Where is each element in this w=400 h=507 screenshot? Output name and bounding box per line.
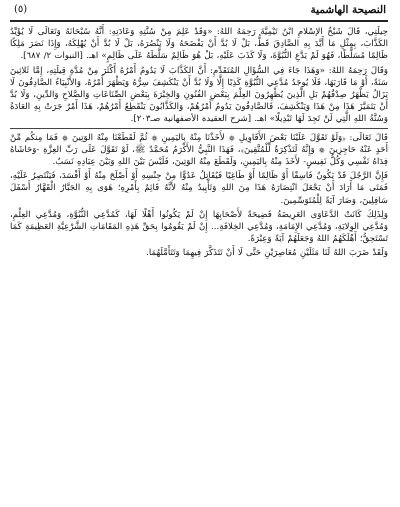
paragraph-6: وَلَقَدْ ضَرَبَ اللهُ لَنَا مَثَلَيْنِ مُعَاصِرَيْنِ حَتَّى لَا أَنْ تَتَذَكَّرَ فِيهِمَا وَتَتَأَمَّلَهُمَا. — [146, 248, 388, 259]
section-divider — [10, 128, 388, 129]
paragraph-2: وَقَالَ رَحِمَهُ اللهُ: «وَهَذَا جَاءَ فِي السُّؤَالِ المُتَقَدِّمِ: أَنَّ الكَذَّابَ لَا يَدُومُ أَمْرُهُ أَكْثَرَ مِنْ مُدَّةِ قِيلَتِهِ، إِمَّا ثَلاثِينَ سَنَةً، أَوْ مَا قَارَبَهَا، فَلَا يُوجَدُ مُدَّعِي النُّبُوَّةِ كَذِبًا إِلَّا وَلَا بُدَّ أَنْ يَنْكَشِفَ سِرُّهُ وَيَظْهَرَ أَمْرُهُ، وَالأَنْبِيَاءُ الصَّادِقُونَ لَا يَزَالُ يَظْهَرُ صِدْقُهُمْ بَلِ الَّذِينَ يُظْهِرُونَ العِلْمَ بِبَعْضِ الفُنُونِ وَالخِبْرَةَ بِبَعْضِ الصِّنَاعَاتِ وَالصَّلاحِ وَالدِّينِ، وَلَا بُدَّ أَنْ يَتَمَيَّزَ هَذَا مِنْ هَذَا وَيَنْكَشِفَ، فَالصَّادِقُونَ يَدُومُ أَمْرُهُمْ، وَالكَذَّابُونَ يَنْقَطِعُ أَمْرُهُمْ، هَذَا أَمْرٌ جَرَتْ بِهِ العَادَةُ وَسُنَّةُ اللهِ الَّتِي لَنْ تَجِدَ لَهَا تَبْدِيلًا» اهـ. [شرح العقيدة الأصفهانية صـ٢٠٣]. — [10, 65, 388, 125]
page-number: (٥) — [14, 4, 28, 15]
running-title: النصيحة الهاشمية — [310, 4, 386, 16]
document-page — [10, 4, 388, 499]
paragraph-3-quran: قَالَ تَعَالَى: ﴿وَلَوْ تَقَوَّلَ عَلَيْنَا بَعْضَ الأَقَاوِيلِ ۞ لأَخَذْنَا مِنْهُ بِاليَمِينِ ۞ ثُمَّ لَقَطَعْنَا مِنْهُ الوَتِينَ ۞ فَمَا مِنكُم مِّنْ أَحَدٍ عَنْهُ حَاجِزِينَ ۞ وَإِنَّهُ لَتَذْكِرَةٌ لِّلْمُتَّقِينَ﴾، فَهَذَا النَّبِيُّ الأَكْرَمُ مُحَمَّدٌ ﷺ، لَوْ تَقَوَّلَ عَلَى رَبِّ العِزَّةِ -وَحَاشَاهُ فِدَاهُ نَفْسِي وَكُلُّ نَفِيسٍ- لأَخَذَ مِنْهُ بِاليَمِينِ، وَلَقَطَعَ مِنْهُ الوَتِينَ، فَلَيْسَ بَيْنَ اللهِ وَبَيْنَ عِبَادِهِ نَسَبٌ. — [10, 132, 388, 168]
paragraph-5: وَلِذَلِكَ كَانَتْ الدَّعَاوَى العَرِيضَةُ فَضِيحَةً لأَصْحَابِهَا إِنْ لَمْ يَكُونُوا أَهْلًا لَهَا، كَمُدَّعِي النُّبُوَّةِ، وَمُدَّعِي العِلْمِ، وَمُدَّعِي الوِلايَةِ، وَمُدَّعِي الإِمَامَةِ، وَمُدَّعِي الخِلافَةِ... إِنْ لَمْ يَقُومُوا بِحَقِّ هَذِهِ المَقَامَاتِ الشَّرْعِيَّةِ العَظِيمَةِ كَمَا تَسْتَحِقُّ؛ أَهْلَكَهُمُ اللهُ وَجَعَلَهُمْ آيَةً وَعِبْرَةً. — [10, 209, 388, 245]
paragraph-1: حِيلَتِي، قَالَ شَيْخُ الإسْلامِ ابْنُ تَيْمِيَّةَ رَحِمَهُ اللهُ: «وَقَدْ عَلِمَ مِنْ سُنَّتِهِ وَعَادَتِهِ: أَنَّهُ سُبْحَانَهُ وَتَعَالَى لَا يُؤَيِّدُ الكَذَّابَ، بِمِثْلِ مَا أَيَّدَ بِهِ الصَّادِقَ قَطُّ، بَلْ لَا بُدَّ أَنْ يَفْضَحَهُ وَلَا يَنْصُرَهُ، بَلْ لَا بُدَّ أَنْ يُهْلِكَهُ، وَإِذَا نَصَرَ مَلِكًا ظَالِمًا مُسَلَّطًا، فَهُوَ لَمْ يَدَّعِ النُّبُوَّةَ، وَلَا كَذَبَ عَلَيْهِ، بَلْ هُوَ ظَالِمٌ سَلَّطَهُ عَلَى ظَالِمٍ» اهـ. [النبوات ٢/ ٦٨٧]. — [10, 27, 388, 62]
page-header — [10, 4, 388, 22]
paragraph-4: فَإِنَّ الرَّجُلَ قَدْ يَكُونُ فَاسِقًا أَوْ ظَالِمًا أَوْ طَاغِيًا فَيُقَاتِلُ عَدُوًّا مِنْ جِنْسِهِ أَوْ أَصْلَحَ مِنْهُ أَوْ أَفْسَدَ، فَيَنْتَصِرُ عَلَيْهِ، فَمَتَى مَا أَرَادَ أَنْ يَجْعَلَ انْتِصَارَهُ هَذَا مِنَ اللهِ وَتَأْيِيدٌ مِنْهُ لأَنَّهُ قَائِمٌ بِأَمْرِهِ؛ هَوَى بِهِ الجَبَّارُ الْقَهَّارُ أَسْفَلَ سَافِلِينَ، وَصَارَ آيَةً لِلْمُتَوَسِّمِينَ. — [10, 171, 388, 206]
